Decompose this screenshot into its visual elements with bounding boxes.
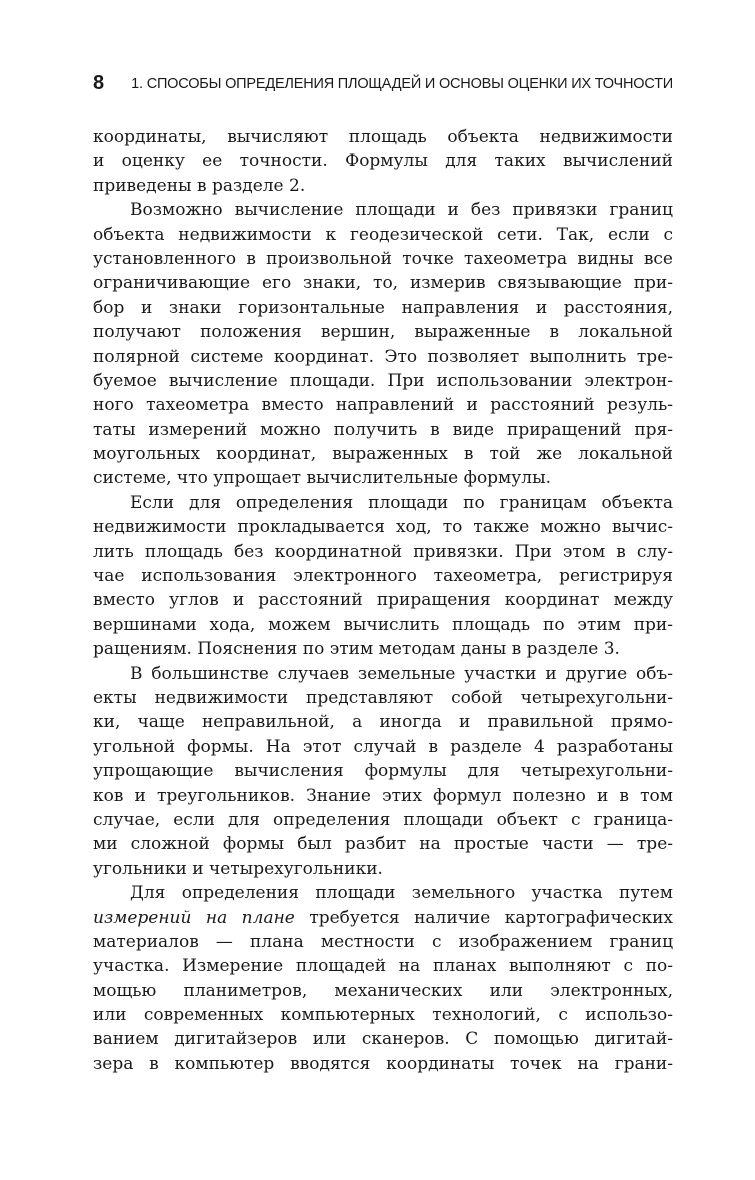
running-title: 1. СПОСОБЫ ОПРЕДЕЛЕНИЯ ПЛОЩАДЕЙ И ОСНОВЫ ОЦЕНКИ ИХ ТОЧНОСТИ <box>131 76 673 92</box>
text-line: мощью планиметров, механических или электронных, <box>93 980 673 1001</box>
body-text <box>93 125 673 1076</box>
text-line: недвижимости прокладывается ход, то также можно вычис- <box>93 517 673 538</box>
text-span: требуется наличие картографических <box>294 907 673 928</box>
text-line: системе, что упрощает вычислительные формулы. <box>93 468 552 489</box>
text-line: угольники и четырехугольники. <box>93 858 383 879</box>
italic-term: измерений на плане <box>93 907 295 928</box>
text-line: ки, чаще неправильной, а иногда и правильной прямо- <box>93 712 673 733</box>
text-line: моугольных координат, выраженных в той же локальной <box>93 444 673 465</box>
text-line: чае использования электронного тахеометра, регистрируя <box>93 566 673 587</box>
page-header <box>93 70 673 96</box>
text-line: координаты, вычисляют площадь объекта недвижимости <box>93 127 673 147</box>
text-line: и оценку ее точности. Формулы для таких вычислений <box>93 151 673 172</box>
text-line: Если для определения площади по границам объекта <box>130 492 673 513</box>
text-line: ограничивающие его знаки, то, измерив связывающие при- <box>93 273 673 294</box>
text-line: Возможно вычисление площади и без привязки границ <box>130 200 673 221</box>
text-line: случае, если для определения площади объект с граница- <box>93 809 673 830</box>
text-line: буемое вычисление площади. При использовании электрон- <box>93 370 673 391</box>
text-line: таты измерений можно получить в виде приращений пря- <box>93 419 673 440</box>
text-line: приведены в разделе 2. <box>93 175 306 196</box>
text-line: участка. Измерение площадей на планах выполняют с по- <box>93 956 673 977</box>
text-line: объекта недвижимости к геодезической сети. Так, если с <box>93 224 673 245</box>
text-line: вершинами хода, можем вычислить площадь по этим при- <box>93 614 673 635</box>
text-line: зера в компьютер вводятся координаты точек на грани- <box>93 1053 673 1074</box>
text-line: материалов — плана местности с изображением границ <box>93 931 673 952</box>
text-line: полярной системе координат. Это позволяет выполнить тре- <box>93 346 673 367</box>
text-line: екты недвижимости представляют собой четырехугольни- <box>93 687 673 708</box>
text-line <box>93 906 673 930</box>
text-line: или современных компьютерных технологий, с использо- <box>93 1005 673 1026</box>
text-line: бор и знаки горизонтальные направления и расстояния, <box>93 297 673 318</box>
page-number: 8 <box>93 72 105 94</box>
text-line: В большинстве случаев земельные участки и другие объ- <box>130 663 673 684</box>
text-line: ми сложной формы был разбит на простые части — тре- <box>93 834 673 855</box>
text-line: Для определения площади земельного участка путем <box>130 883 673 904</box>
text-line: угольной формы. На этот случай в разделе 4 разработаны <box>93 736 673 757</box>
text-line: вместо углов и расстояний приращения координат между <box>93 590 673 611</box>
text-line: упрощающие вычисления формулы для четырехугольни- <box>93 761 673 782</box>
text-line: ков и треугольников. Знание этих формул полезно и в том <box>93 785 673 806</box>
text-line: получают положения вершин, выраженные в локальной <box>93 322 673 343</box>
text-line: ного тахеометра вместо направлений и расстояний резуль- <box>93 395 673 416</box>
text-line: установленного в произвольной точке тахеометра видны все <box>93 248 673 269</box>
text-line: ванием дигитайзеров или сканеров. С помощью дигитай- <box>93 1029 673 1050</box>
text-line: лить площадь без координатной привязки. При этом в слу- <box>93 541 673 562</box>
text-line: ращениям. Пояснения по этим методам даны в разделе 3. <box>93 639 620 660</box>
